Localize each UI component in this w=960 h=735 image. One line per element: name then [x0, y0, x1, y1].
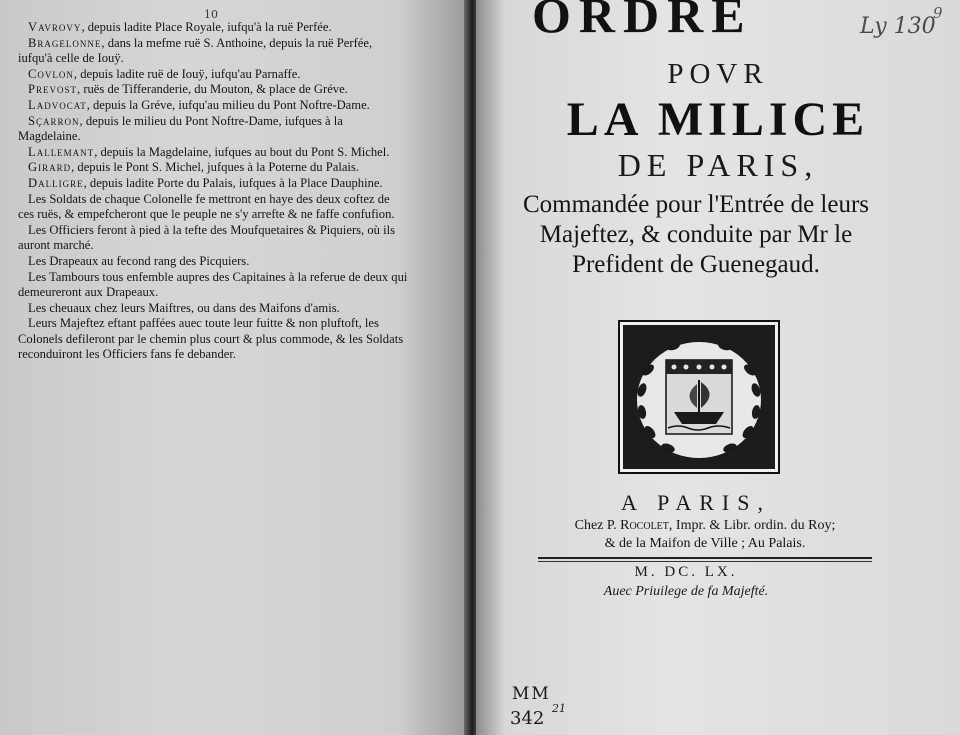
- colonel-name: Girard: [28, 160, 72, 175]
- entry-text: , depuis la Gréve, iufqu'au milieu du Pont Noftre-Dame.: [86, 97, 370, 112]
- entry-text: Les cheuaux chez leurs Maiftres, ou dans des Maifons d'amis.: [28, 300, 340, 315]
- colonel-name: Bragelonne: [28, 35, 102, 50]
- list-item: [18, 270, 408, 301]
- colonel-name: Dalligre: [28, 175, 84, 190]
- shelfmark-annotation: Ly 130: [860, 14, 936, 39]
- list-item: [18, 82, 408, 98]
- imprint-prefix: Chez P.: [574, 518, 621, 533]
- colonel-name: Vavrovy: [28, 20, 82, 34]
- title-ordre: ORDRE: [532, 0, 753, 43]
- entry-text: Les Drapeaux au fecond rang des Picquiers.: [28, 253, 250, 268]
- page-number: 10: [204, 8, 218, 21]
- list-item: [18, 192, 408, 223]
- list-item: [18, 114, 408, 145]
- entry-text: , depuis le Pont S. Michel, jufques à la Poterne du Palais.: [71, 160, 359, 175]
- imprint-printer-name: Rocolet: [620, 518, 669, 533]
- entry-text: , depuis le milieu du Pont Noftre-Dame, iufques à la Magdelaine.: [18, 113, 343, 144]
- entry-text: , ruës de Tifferanderie, du Mouton, & place de Gréve.: [77, 82, 348, 97]
- entry-text: Les Tambours tous enfemble aupres des Capitaines à la referue de deux qui demeureront aux Drapeaux.: [18, 269, 408, 300]
- list-item: [18, 36, 408, 67]
- title-de-paris: DE PARIS,: [617, 147, 819, 183]
- imprint-printer-line: [490, 518, 920, 534]
- title-pour: POVR: [667, 58, 769, 90]
- imprint-rule-thick: [538, 557, 872, 559]
- entry-text: , dans la mefme ruë S. Anthoine, depuis la ruë Perfée, iufqu'à celle de Iouÿ.: [18, 35, 373, 66]
- list-item: [18, 301, 408, 317]
- imprint-address-line: & de la Maifon de Ville ; Au Palais.: [604, 536, 806, 551]
- street-list: [18, 20, 408, 363]
- colonel-name: Sçarron: [28, 113, 80, 128]
- library-stamp-number: 342: [510, 708, 545, 729]
- ship-emblem-vignette: [618, 320, 780, 474]
- list-item: [18, 176, 408, 192]
- royal-privilege: Auec Priuilege de fa Majefté.: [603, 584, 769, 599]
- entry-text: , depuis ladite ruë de Iouÿ, iufqu'au Parnaffe.: [73, 66, 301, 81]
- imprint-rule-thin: [538, 561, 872, 562]
- list-item: [18, 316, 408, 363]
- entry-text: , depuis ladite Place Royale, iufqu'à la ruë Perfée.: [81, 20, 332, 34]
- imprint-rest: , Impr. & Libr. ordin. du Roy;: [668, 518, 836, 533]
- colonel-name: Ladvocat: [28, 97, 87, 112]
- list-item: [18, 67, 408, 83]
- publication-date: M. DC. LX.: [634, 564, 738, 580]
- colonel-name: Covlon: [28, 66, 74, 81]
- library-stamp-letters: MM: [512, 684, 551, 704]
- left-page: [0, 0, 468, 735]
- imprint-city: A PARIS,: [620, 490, 771, 515]
- list-item: [18, 20, 408, 36]
- shelfmark-superscript: 9: [933, 4, 943, 22]
- title-milice: LA MILICE: [566, 93, 870, 146]
- list-item: [18, 160, 408, 176]
- subtitle: Commandée pour l'Entrée de leurs Majeftez, & conduite par Mr le Prefident de Guenegaud.: [522, 191, 870, 278]
- list-item: [18, 223, 408, 254]
- entry-text: Les Soldats de chaque Colonelle fe mettront en haye des deux coftez de ces ruës, & empefcheront que le peuple ne s'y arrefte & ne faffe confufion.: [18, 191, 395, 222]
- entry-text: Les Officiers feront à pied à la tefte des Moufquetaires & Piquiers, où ils auront marché.: [18, 222, 395, 253]
- list-item: [18, 145, 408, 161]
- library-stamp-superscript: 21: [552, 702, 566, 715]
- ship-icon: [666, 360, 732, 434]
- colonel-name: Prevost: [28, 82, 78, 97]
- colonel-name: Lallemant: [28, 144, 95, 159]
- entry-text: , depuis la Magdelaine, iufques au bout du Pont S. Michel.: [94, 144, 390, 159]
- list-item: [18, 98, 408, 114]
- entry-text: Leurs Majeftez eftant paffées auec toute leur fuitte & non pluftoft, les Colonels defileront par le chemin plus court & plus commode, & les Soldats reconduiront les Officiers fans fe debander.: [18, 316, 404, 362]
- entry-text: , depuis ladite Porte du Palais, iufques à la Place Dauphine.: [83, 175, 383, 190]
- list-item: [18, 254, 408, 270]
